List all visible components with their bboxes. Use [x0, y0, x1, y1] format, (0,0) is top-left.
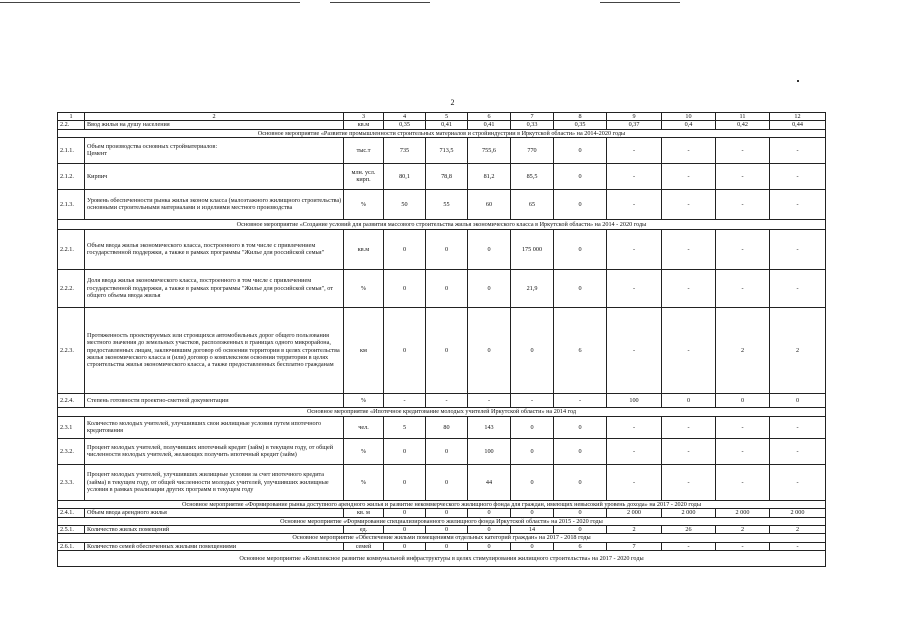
value-cell: -: [662, 229, 716, 269]
value-cell: 0: [468, 307, 511, 393]
table-body: [58, 113, 826, 567]
value-cell: 0,41: [468, 121, 511, 129]
value-cell: 755,6: [468, 137, 511, 163]
section-header-row: [58, 550, 826, 566]
scan-top-edge-line: [0, 2, 300, 3]
indicator-name: Степень готовности проектно-сметной документации: [85, 393, 344, 407]
value-cell: 0: [554, 525, 607, 533]
section-header-row: [58, 129, 826, 137]
unit-cell: %: [344, 393, 384, 407]
indicator-name: Объем ввода жилья экономического класса, построенного в том числе с привлечением государственной поддержки, а также в рамках программы "Жилье для российской семьи": [85, 229, 344, 269]
unit-cell: млн. усл. кирп.: [344, 163, 384, 189]
indicator-code: 2.3.3.: [58, 464, 85, 500]
value-cell: -: [716, 269, 770, 307]
unit-cell: %: [344, 438, 384, 464]
value-cell: 2: [770, 525, 826, 533]
value-cell: 44: [468, 464, 511, 500]
value-cell: -: [607, 438, 662, 464]
value-cell: -: [607, 416, 662, 438]
table-row: [58, 509, 826, 517]
column-number-cell: 1: [58, 113, 85, 121]
indicator-code: 2.3.1: [58, 416, 85, 438]
value-cell: -: [716, 189, 770, 219]
scan-top-edge-line: [330, 2, 430, 3]
value-cell: 713,5: [426, 137, 468, 163]
value-cell: -: [770, 189, 826, 219]
value-cell: 2 000: [716, 509, 770, 517]
indicator-name: Количество молодых учителей, улучшивших свои жилищные условия путем ипотечного кредитования: [85, 416, 344, 438]
value-cell: 0: [384, 438, 426, 464]
value-cell: 0: [554, 416, 607, 438]
value-cell: 0: [716, 393, 770, 407]
column-number-cell: 11: [716, 113, 770, 121]
value-cell: -: [384, 393, 426, 407]
value-cell: -: [607, 137, 662, 163]
table-row: [58, 229, 826, 269]
value-cell: 5: [384, 416, 426, 438]
value-cell: 0,42: [716, 121, 770, 129]
indicator-code: 2.1.1.: [58, 137, 85, 163]
value-cell: 0: [384, 525, 426, 533]
value-cell: 0: [384, 542, 426, 550]
value-cell: 143: [468, 416, 511, 438]
indicator-code: 2.6.1.: [58, 542, 85, 550]
section-title: Основное мероприятие «Ипотечное кредитование молодых учителей Иркутской области» на 2014 год: [58, 407, 826, 416]
column-number-cell: 9: [607, 113, 662, 121]
value-cell: 0: [468, 509, 511, 517]
value-cell: -: [716, 137, 770, 163]
value-cell: 100: [607, 393, 662, 407]
indicator-code: 2.5.1.: [58, 525, 85, 533]
indicator-name: Уровень обеспеченности рынка жилья эконом класса (малоэтажного жилищного строительства) основными строительными материалами и изделиями местного производства: [85, 189, 344, 219]
section-title: Основное мероприятие «Развитие промышленности строительных материалов и стройиндустрии в Иркутской области» на 2014-2020 годы: [58, 129, 826, 137]
value-cell: -: [716, 464, 770, 500]
column-number-cell: 7: [511, 113, 554, 121]
value-cell: 0,41: [426, 121, 468, 129]
value-cell: 0: [426, 542, 468, 550]
value-cell: 0: [662, 393, 716, 407]
table-row: [58, 269, 826, 307]
section-header-row: [58, 219, 826, 229]
indicator-code: 2.2.3.: [58, 307, 85, 393]
value-cell: 0: [468, 269, 511, 307]
unit-cell: чел.: [344, 416, 384, 438]
value-cell: 0: [426, 438, 468, 464]
value-cell: 0: [770, 393, 826, 407]
unit-cell: тыс.т: [344, 137, 384, 163]
table-row: [58, 163, 826, 189]
value-cell: 80: [426, 416, 468, 438]
value-cell: 26: [662, 525, 716, 533]
value-cell: 100: [468, 438, 511, 464]
value-cell: 0: [384, 269, 426, 307]
scan-speck: [797, 80, 799, 82]
indicator-name: Объем ввода арендного жилья: [85, 509, 344, 517]
value-cell: 0: [426, 229, 468, 269]
column-number-cell: 12: [770, 113, 826, 121]
unit-cell: кв.м: [344, 121, 384, 129]
indicator-name: Количество семей обеспеченных жилыми помещениями: [85, 542, 344, 550]
value-cell: 14: [511, 525, 554, 533]
section-header-row: [58, 517, 826, 525]
page-number: 2: [450, 98, 455, 107]
value-cell: 0,33: [511, 121, 554, 129]
value-cell: 0: [554, 464, 607, 500]
column-number-cell: 3: [344, 113, 384, 121]
table-row: [58, 393, 826, 407]
indicators-table: [57, 112, 826, 567]
value-cell: -: [770, 163, 826, 189]
value-cell: -: [770, 438, 826, 464]
value-cell: -: [607, 307, 662, 393]
value-cell: 65: [511, 189, 554, 219]
value-cell: 0: [426, 525, 468, 533]
column-number-cell: 6: [468, 113, 511, 121]
value-cell: 0,35: [554, 121, 607, 129]
table-row: [58, 416, 826, 438]
table-row: [58, 307, 826, 393]
section-header-row: [58, 500, 826, 508]
indicator-code: 2.2.4.: [58, 393, 85, 407]
value-cell: -: [716, 229, 770, 269]
value-cell: -: [662, 307, 716, 393]
indicator-name: Кирпич: [85, 163, 344, 189]
table-row: [58, 189, 826, 219]
unit-cell: %: [344, 464, 384, 500]
value-cell: 2: [716, 307, 770, 393]
unit-cell: %: [344, 189, 384, 219]
value-cell: -: [716, 416, 770, 438]
value-cell: -: [662, 464, 716, 500]
value-cell: 0: [511, 438, 554, 464]
value-cell: 0: [511, 464, 554, 500]
value-cell: 0: [554, 163, 607, 189]
value-cell: 770: [511, 137, 554, 163]
value-cell: 0: [384, 307, 426, 393]
value-cell: 55: [426, 189, 468, 219]
value-cell: 0: [384, 229, 426, 269]
table-row: [58, 464, 826, 500]
indicator-name: Количество жилых помещений: [85, 525, 344, 533]
indicator-code: 2.4.1.: [58, 509, 85, 517]
value-cell: 0: [468, 525, 511, 533]
value-cell: 0: [384, 509, 426, 517]
indicator-code: 2.2.: [58, 121, 85, 129]
indicator-name: Ввод жилья на душу населения: [85, 121, 344, 129]
value-cell: 175 000: [511, 229, 554, 269]
value-cell: 21,9: [511, 269, 554, 307]
section-header-row: [58, 534, 826, 542]
value-cell: -: [716, 163, 770, 189]
value-cell: 81,2: [468, 163, 511, 189]
table-row: [58, 137, 826, 163]
value-cell: 0: [511, 542, 554, 550]
value-cell: 2 000: [607, 509, 662, 517]
value-cell: 0,4: [662, 121, 716, 129]
indicator-code: 2.2.2.: [58, 269, 85, 307]
value-cell: -: [770, 137, 826, 163]
indicator-name: Объем производства основных стройматериалов: Цемент: [85, 137, 344, 163]
value-cell: 0: [554, 229, 607, 269]
value-cell: 2 000: [662, 509, 716, 517]
column-number-header-row: [58, 113, 826, 121]
indicator-code: 2.1.2.: [58, 163, 85, 189]
unit-cell: км: [344, 307, 384, 393]
indicator-code: 2.1.3.: [58, 189, 85, 219]
value-cell: 0: [426, 464, 468, 500]
column-number-cell: 10: [662, 113, 716, 121]
value-cell: 7: [607, 542, 662, 550]
table-row: [58, 542, 826, 550]
value-cell: -: [662, 163, 716, 189]
indicator-code: 2.3.2.: [58, 438, 85, 464]
unit-cell: семей: [344, 542, 384, 550]
value-cell: -: [607, 163, 662, 189]
table-row: [58, 438, 826, 464]
value-cell: 0: [468, 229, 511, 269]
value-cell: -: [716, 438, 770, 464]
value-cell: 0: [554, 189, 607, 219]
value-cell: -: [662, 416, 716, 438]
unit-cell: кв.м: [344, 229, 384, 269]
indicator-name: Протяженность проектируемых или строящихся автомобильных дорог общего пользования местного значения до земельных участков, расположенных в границах одного микрорайона, предоставленных лицам, заключившим договор об освоении территории в целях строительства жилья экономического класса и (или) договор о комплексном освоении территории в целях строительства жилья экономического класса, а также предоставленных бесплатно гражданам: [85, 307, 344, 393]
value-cell: 60: [468, 189, 511, 219]
value-cell: 0: [468, 542, 511, 550]
value-cell: -: [511, 393, 554, 407]
value-cell: -: [607, 269, 662, 307]
indicator-name: Процент молодых учителей, улучшивших жилищные условия за счет ипотечного кредита (займа) в текущем году, от общей численности молодых учителей, улучшивших жилищные условия в рамках реализации других программ в текущем году: [85, 464, 344, 500]
value-cell: -: [662, 189, 716, 219]
unit-cell: %: [344, 269, 384, 307]
column-number-cell: 4: [384, 113, 426, 121]
value-cell: 735: [384, 137, 426, 163]
value-cell: 0: [554, 438, 607, 464]
value-cell: 0: [554, 509, 607, 517]
value-cell: 2 000: [770, 509, 826, 517]
value-cell: 0: [511, 509, 554, 517]
value-cell: -: [770, 229, 826, 269]
indicator-code: 2.2.1.: [58, 229, 85, 269]
value-cell: 2: [607, 525, 662, 533]
value-cell: -: [662, 542, 716, 550]
value-cell: 0: [384, 464, 426, 500]
value-cell: 78,8: [426, 163, 468, 189]
value-cell: 0: [426, 307, 468, 393]
value-cell: 6: [554, 542, 607, 550]
value-cell: 0: [511, 416, 554, 438]
value-cell: 0,44: [770, 121, 826, 129]
value-cell: -: [662, 269, 716, 307]
section-title: Основное мероприятие «Обеспечение жильми помещениями отдельных категорий граждан» на 2017 - 2018 годы: [58, 534, 826, 542]
value-cell: 80,1: [384, 163, 426, 189]
value-cell: -: [662, 438, 716, 464]
value-cell: 50: [384, 189, 426, 219]
section-title: Основное мероприятие «Создание условий для развития массового строительства жилья экономического класса в Иркутской области» на 2014 - 2020 годы: [58, 219, 826, 229]
value-cell: -: [770, 269, 826, 307]
value-cell: -: [770, 542, 826, 550]
value-cell: -: [770, 416, 826, 438]
value-cell: -: [426, 393, 468, 407]
unit-cell: кв. м: [344, 509, 384, 517]
value-cell: 0: [554, 137, 607, 163]
column-number-cell: 2: [85, 113, 344, 121]
unit-cell: ед.: [344, 525, 384, 533]
value-cell: 0,37: [607, 121, 662, 129]
section-title: Основное мероприятие «Формирование рынка доступного арендного жилья и развитие некоммерческого жилищного фонда для граждан, имеющих невысокий уровень дохода» на 2017 - 2020 годы: [58, 500, 826, 508]
table-row: [58, 525, 826, 533]
section-header-row: [58, 407, 826, 416]
value-cell: 2: [716, 525, 770, 533]
value-cell: 2: [770, 307, 826, 393]
column-number-cell: 5: [426, 113, 468, 121]
section-title: Основное мероприятие «Формирование специализированного жилищного фонда Иркутской области» на 2015 - 2020 годы: [58, 517, 826, 525]
value-cell: -: [554, 393, 607, 407]
value-cell: 0: [426, 509, 468, 517]
value-cell: 0,35: [384, 121, 426, 129]
value-cell: 0: [554, 269, 607, 307]
value-cell: -: [468, 393, 511, 407]
value-cell: 6: [554, 307, 607, 393]
value-cell: -: [662, 137, 716, 163]
indicator-name: Процент молодых учителей, получивших ипотечный кредит (займ) в текущем году, от общей численности молодых учителей, желающих получить ипотечный кредит (займ): [85, 438, 344, 464]
value-cell: 0: [511, 307, 554, 393]
value-cell: 85,5: [511, 163, 554, 189]
value-cell: -: [607, 189, 662, 219]
table-row: [58, 121, 826, 129]
column-number-cell: 8: [554, 113, 607, 121]
section-title: Основное мероприятие «Комплексное развитие коммунальной инфраструктуры в целях стимулирования жилищного строительства» на 2017 - 2020 годы: [58, 550, 826, 566]
value-cell: 0: [426, 269, 468, 307]
value-cell: -: [607, 229, 662, 269]
indicator-name: Доля ввода жилья экономического класса, построенного в том числе с привлечением государственной поддержки, а также в рамках программы "Жилье для российской семьи", от общего объема ввода жилья: [85, 269, 344, 307]
value-cell: -: [716, 542, 770, 550]
value-cell: -: [770, 464, 826, 500]
value-cell: -: [607, 464, 662, 500]
scan-top-edge-line: [600, 2, 680, 3]
